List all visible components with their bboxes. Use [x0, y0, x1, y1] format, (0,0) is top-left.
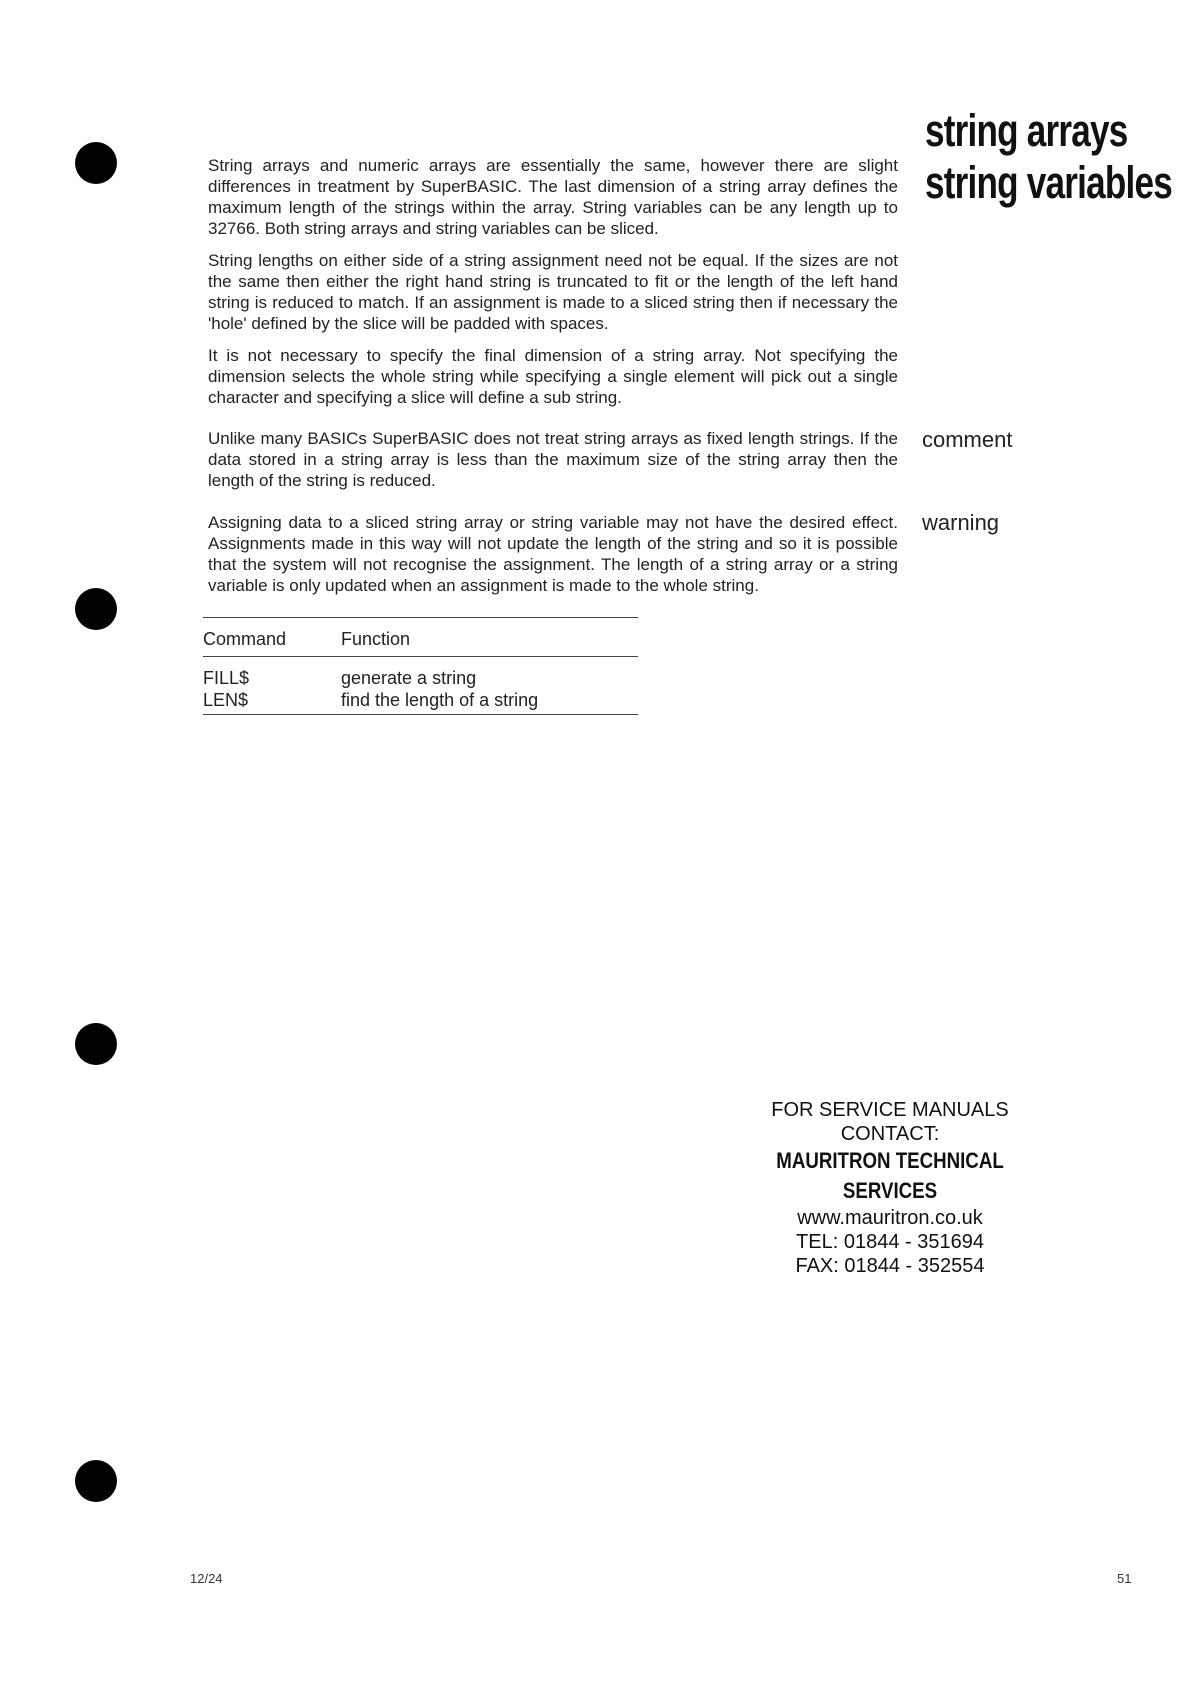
service-fax: FAX: 01844 - 352554	[795, 1255, 985, 1277]
warning-note: warning	[922, 510, 1000, 535]
heading-line-2: string variables	[925, 157, 1172, 208]
table-row	[203, 667, 638, 689]
header-function: Function	[341, 629, 411, 649]
command-cell: LEN$	[203, 690, 249, 710]
paragraph-3-block	[208, 345, 898, 408]
paragraph-4: Unlike many BASICs SuperBASIC does not treat string arrays as fixed length strings. If the data stored in a string array is less than the maximum size of the string array then the length of the string is reduced.	[208, 429, 898, 490]
service-brand: MAURITRON TECHNICAL SERVICES	[776, 1148, 1004, 1203]
punch-hole-3	[75, 1023, 117, 1065]
paragraph-1-block	[208, 155, 898, 239]
service-stamp	[700, 1098, 1080, 1278]
comment-note: comment	[922, 427, 1013, 452]
paragraph-5: Assigning data to a sliced string array or string variable may not have the desired effect. Assignments made in this way will not update the length of the string and so it is possible that the system will not recognise the assignment. The length of a string array or a string variable is only updated when an assignment is made to the whole string.	[208, 513, 898, 595]
service-line-1: FOR SERVICE MANUALS	[771, 1099, 1009, 1121]
command-cell: FILL$	[203, 668, 250, 688]
punch-hole-4	[75, 1460, 117, 1502]
section-heading	[925, 105, 1172, 209]
service-tel: TEL: 01844 - 351694	[796, 1231, 984, 1253]
paragraph-2: String lengths on either side of a string assignment need not be equal. If the sizes are not the same then either the right hand string is truncated to fit or the length of the left hand string is reduced to match. If an assignment is made to a sliced string then if necessary the 'hole' defined by the slice will be padded with spaces.	[208, 251, 898, 333]
paragraph-4-block	[208, 428, 898, 491]
table-header-rule	[203, 656, 638, 657]
service-line-2: CONTACT:	[840, 1123, 940, 1145]
paragraph-5-block	[208, 512, 898, 596]
table-bottom-rule	[203, 714, 638, 715]
punch-hole-2	[75, 588, 117, 630]
paragraph-1: String arrays and numeric arrays are essentially the same, however there are slight differences in treatment by SuperBASIC. The last dimension of a string array defines the maximum length of the strings within the array. String variables can be any length up to 32766. Both string arrays and string variables can be sliced.	[208, 156, 898, 238]
paragraph-3: It is not necessary to specify the final dimension of a string array. Not specifying the dimension selects the whole string while specifying a single element will pick out a single character and specifying a slice will define a sub string.	[208, 346, 898, 407]
footer-date-code: 12/24	[190, 1571, 223, 1586]
function-cell: find the length of a string	[341, 690, 539, 710]
punch-hole-1	[75, 142, 117, 184]
table-header-row	[203, 628, 638, 650]
table-row	[203, 689, 638, 711]
header-command: Command	[203, 629, 287, 649]
function-cell: generate a string	[341, 668, 477, 688]
paragraph-2-block	[208, 250, 898, 334]
command-table	[203, 617, 638, 715]
page-number: 51	[1117, 1571, 1132, 1586]
heading-line-1: string arrays	[925, 105, 1128, 156]
service-web: www.mauritron.co.uk	[797, 1207, 983, 1229]
table-top-rule	[203, 617, 638, 618]
